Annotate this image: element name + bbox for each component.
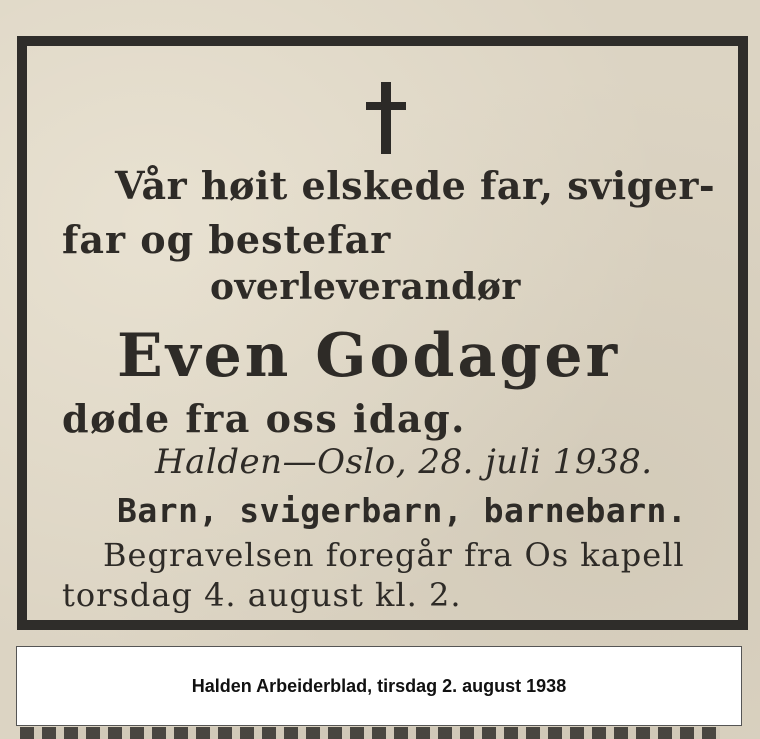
notice-funeral-line-2: torsdag 4. august kl. 2. — [62, 576, 462, 614]
notice-funeral-line-1: Begravelsen foregår fra Os kapell — [103, 536, 685, 574]
notice-occupation: overleverandør — [210, 266, 521, 308]
cross-icon — [366, 82, 406, 154]
bottom-text-bleed — [20, 727, 720, 739]
notice-line-2: far og bestefar — [62, 217, 392, 262]
notice-place-date: Halden—Oslo, 28. juli 1938. — [155, 442, 653, 482]
caption-box — [16, 646, 742, 726]
notice-family: Barn, svigerbarn, barnebarn. — [117, 491, 688, 530]
caption-text: Halden Arbeiderblad, tirsdag 2. august 1938 — [191, 675, 567, 696]
obituary-notice — [17, 36, 748, 630]
notice-line-died: døde fra oss idag. — [62, 396, 466, 441]
notice-line-1: Vår høit elskede far, sviger- — [115, 163, 716, 208]
deceased-name: Even Godager — [117, 321, 621, 391]
